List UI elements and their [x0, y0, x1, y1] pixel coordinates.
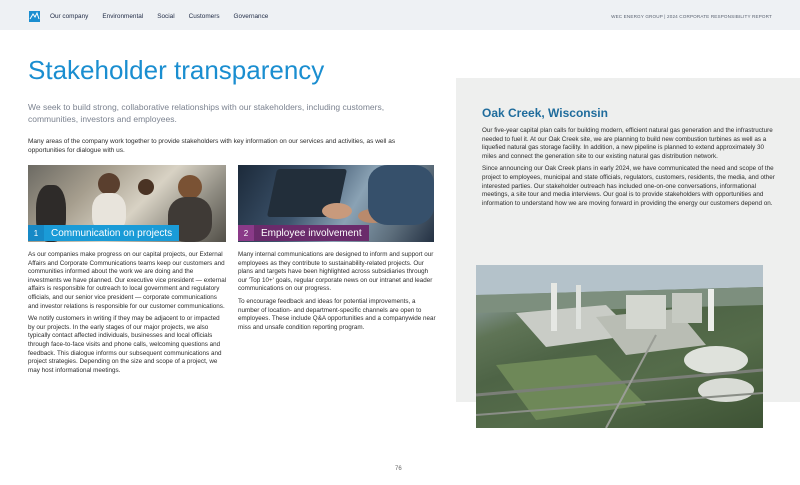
- section-1-paragraph: As our companies make progress on our capital projects, our External Affairs and Corporate Communications teams keep our customers and communities informed about the work we are doing and the investments we have planned. Our executive vice president — external affairs is responsible for outreach to local government and regulatory officials, and our senior vice president — corporate communications and investor relations is responsible for our customer communications.: [28, 251, 227, 310]
- section-2-label: Employee involvement: [254, 225, 369, 241]
- section-2-paragraph: Many internal communications are designed to inform and support our employees as they contribute to sustainability-related projects. Our plans and targets have been highlighted across subsidiaries through our 'Top 10+' goals, regular corporate news on our intranet and leader communications on our progress.: [238, 251, 434, 293]
- oak-creek-paragraph: Since announcing our Oak Creek plans in early 2024, we have communicated the need and scope of the project to employees, municipal and state officials, regulators, customers, residents, the media, and other interested parties. Our stakeholder outreach has included one-on-one conversations, informational meetings, a site tour and media interviews. Our goal is to provide stakeholders with opportunities and information to understand how we are moving forward in providing the energy our customers depend on.: [482, 165, 775, 207]
- intro-text: We seek to build strong, collaborative relationships with our stakeholders, including customers, communities, investors and employees.: [28, 102, 385, 124]
- page-number: 76: [395, 466, 402, 472]
- nav-governance[interactable]: Governance: [233, 13, 269, 20]
- section-2-caption: [238, 225, 369, 241]
- nav-our-company[interactable]: Our company: [50, 13, 89, 20]
- section-2-paragraph: To encourage feedback and ideas for potential improvements, a number of location- and department-specific channels are open to employees. These include Q&A opportunities and a companywide near miss and unsafe condition reporting program.: [238, 297, 436, 331]
- top-navigation-bar: [0, 0, 800, 30]
- section-1-body: [28, 251, 228, 379]
- section-2-number: 2: [238, 225, 254, 241]
- oak-creek-body: [482, 127, 780, 212]
- section-1-label: Communication on projects: [44, 225, 179, 241]
- nav-environmental[interactable]: Environmental: [102, 13, 144, 20]
- oak-creek-paragraph: Our five-year capital plan calls for building modern, efficient natural gas generation and the infrastructure needed to fuel it. At our Oak Creek site, we are planning to build new combustion turbines as well as a liquefied natural gas storage facility. In addition, a new pipeline is planned to extend approximately 30 miles and connect the generation site to our existing natural gas distribution network.: [482, 127, 773, 160]
- section-1-caption: [28, 225, 179, 241]
- section-1-number: 1: [28, 225, 44, 241]
- oak-creek-title: Oak Creek, Wisconsin: [482, 106, 608, 120]
- lead-text: Many areas of the company work together to provide stakeholders with key information on our services and activities, as well as opportunities for dialogue with us.: [28, 138, 396, 154]
- nav-social[interactable]: Social: [157, 13, 175, 20]
- wec-logo-icon[interactable]: [29, 11, 40, 22]
- page-title: Stakeholder transparency: [28, 55, 325, 85]
- section-1-paragraph: We notify customers in writing if they may be adjacent to or impacted by our projects. In the early stages of our major projects, we also typically contact affected individuals, businesses and local officials through face-to-face visits and phone calls, welcoming questions and feedback. This dialogue informs our subsequent communications and project strategies. Depending on the size and scope of a project, we may host informational meetings.: [28, 315, 222, 374]
- nav-customers[interactable]: Customers: [188, 13, 220, 20]
- report-title: WEC ENERGY GROUP | 2024 CORPORATE RESPONSIBILITY REPORT: [611, 14, 772, 19]
- oak-creek-aerial-rendering: [476, 265, 763, 428]
- section-2-body: [238, 251, 436, 336]
- main-nav: [50, 13, 268, 20]
